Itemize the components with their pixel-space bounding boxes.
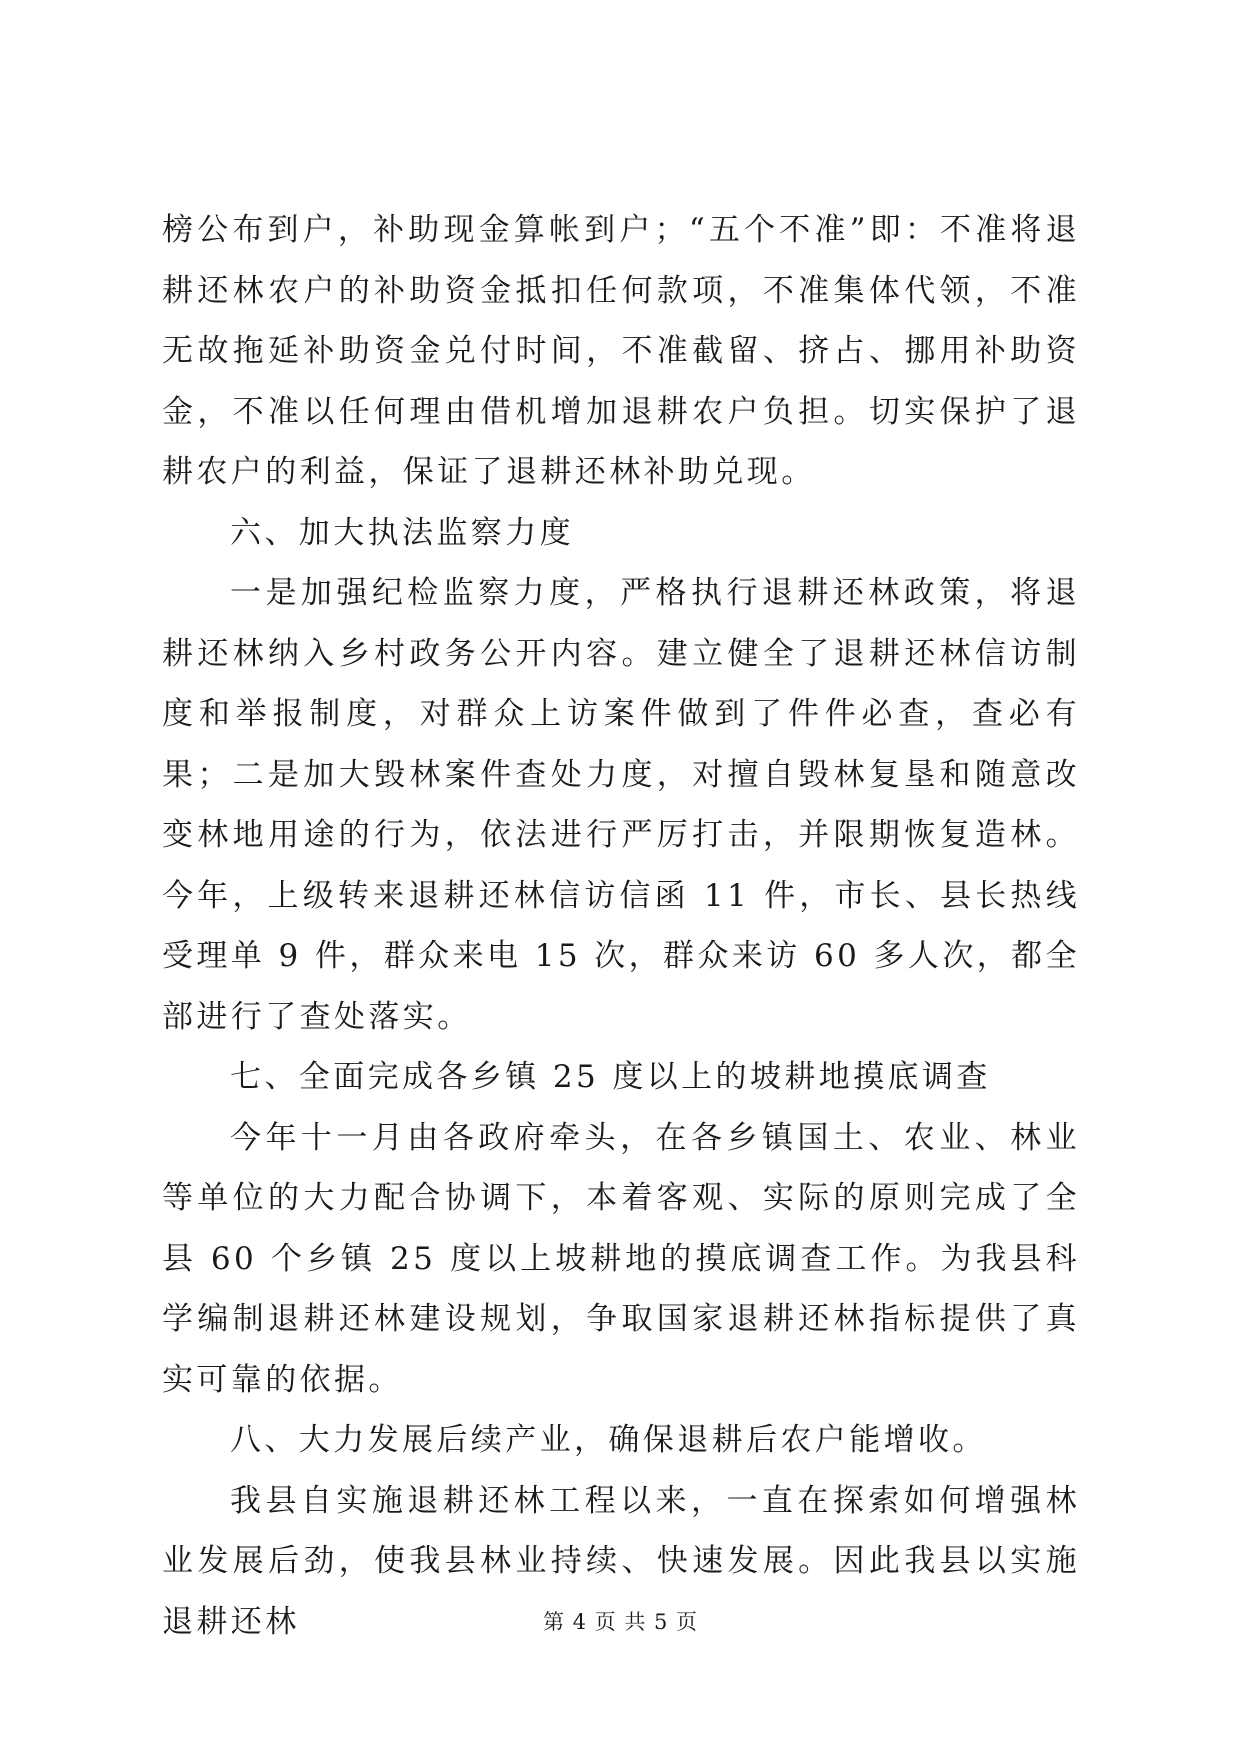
section-heading-7: 七、全面完成各乡镇 25 度以上的坡耕地摸底调查 [230,1059,991,1095]
section-heading-6: 六、加大执法监察力度 [230,514,574,551]
paragraph-5: 今年十一月由各政府牵头，在各乡镇国土、农业、林业等单位的大力配合协调下，本着客观、实际的原则完成了全县 60 个乡镇 25 度以上坡耕地的摸底调查工作。为我县科学编制退耕还林建设规划，争取国家退耕还林指标提供了真实可靠的依据。 [162,1119,1080,1398]
paragraph-1: 榜公布到户，补助现金算帐到户；“五个不准”即：不准将退耕还林农户的补助资金抵扣任何款项，不准集体代领，不准无故拖延补助资金兑付时间，不准截留、挤占、挪用补助资金，不准以任何理由借机增加退耕农户负担。切实保护了退耕农户的利益，保证了退耕还林补助兑现。 [162,212,1080,490]
paragraph-3: 一是加强纪检监察力度，严格执行退耕还林政策，将退耕还林纳入乡村政务公开内容。建立健全了退耕还林信访制度和举报制度，对群众上访案件做到了件件必查，查必有果；二是加大毁林案件查处力度，对擅自毁林复垦和随意改变林地用途的行为，依法进行严厉打击，并限期恢复造林。今年，上级转来退耕还林信访信函 11 件，市长、县长热线受理单 9 件，群众来电 15 次，群众来访 60 多人次，都全部进行了查处落实。 [162,575,1080,1035]
section-heading-8: 八、大力发展后续产业，确保退耕后农户能增收。 [230,1422,987,1458]
page-number-footer: 第 4 页 共 5 页 [542,1610,699,1634]
paragraph-7: 我县自实施退耕还林工程以来，一直在探索如何增强林业发展后劲，使我县林业持续、快速发展。因此我县以实施退耕还林 [162,1482,1080,1640]
document-body [162,200,1080,1652]
